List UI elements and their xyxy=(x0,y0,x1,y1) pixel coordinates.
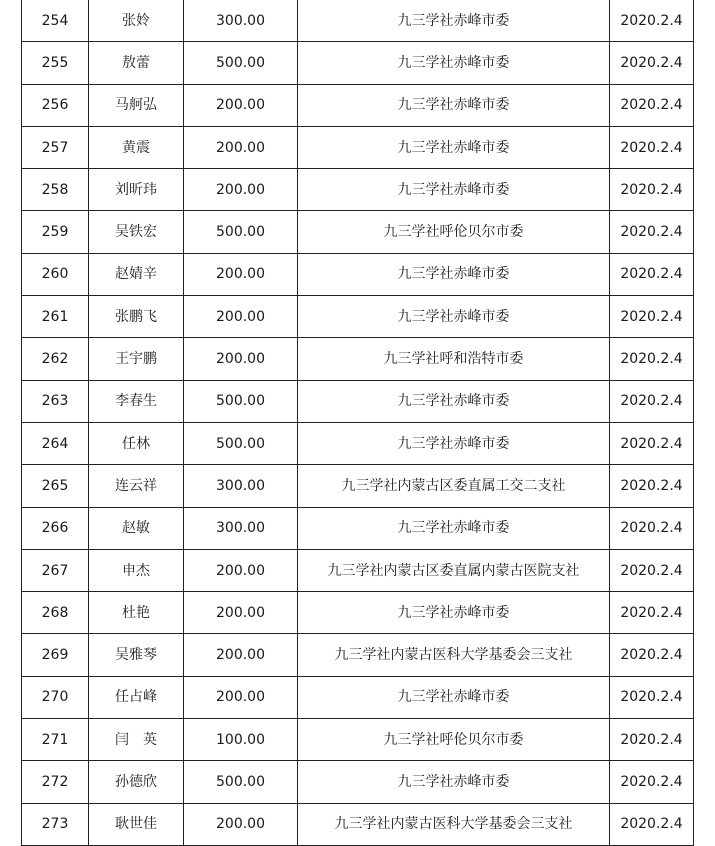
table-row xyxy=(22,42,694,84)
date-cell: 2020.2.4 xyxy=(610,296,694,338)
table-row xyxy=(22,465,694,507)
row-number-cell: 261 xyxy=(22,296,89,338)
table-row xyxy=(22,761,694,803)
organization-cell: 九三学社赤峰市委 xyxy=(298,169,610,211)
organization-cell: 九三学社赤峰市委 xyxy=(298,507,610,549)
amount-cell: 100.00 xyxy=(184,719,298,761)
amount-cell: 200.00 xyxy=(184,803,298,845)
row-number-cell: 273 xyxy=(22,803,89,845)
row-number-cell: 267 xyxy=(22,549,89,591)
organization-cell: 九三学社赤峰市委 xyxy=(298,676,610,718)
date-cell: 2020.2.4 xyxy=(610,803,694,845)
amount-cell: 300.00 xyxy=(184,0,298,42)
row-number-cell: 264 xyxy=(22,422,89,464)
donor-name-cell: 吴雅琴 xyxy=(89,634,184,676)
table-row xyxy=(22,549,694,591)
organization-cell: 九三学社赤峰市委 xyxy=(298,380,610,422)
table-row xyxy=(22,634,694,676)
table-row xyxy=(22,211,694,253)
organization-cell: 九三学社呼伦贝尔市委 xyxy=(298,211,610,253)
amount-cell: 200.00 xyxy=(184,549,298,591)
organization-cell: 九三学社内蒙古医科大学基委会三支社 xyxy=(298,803,610,845)
organization-cell: 九三学社赤峰市委 xyxy=(298,253,610,295)
donor-name-cell: 赵敏 xyxy=(89,507,184,549)
date-cell: 2020.2.4 xyxy=(610,676,694,718)
row-number-cell: 258 xyxy=(22,169,89,211)
organization-cell: 九三学社赤峰市委 xyxy=(298,84,610,126)
organization-cell: 九三学社赤峰市委 xyxy=(298,592,610,634)
amount-cell: 200.00 xyxy=(184,296,298,338)
table-body xyxy=(22,0,694,845)
donor-name-cell: 孙德欣 xyxy=(89,761,184,803)
amount-cell: 500.00 xyxy=(184,42,298,84)
donor-name-cell: 刘昕玮 xyxy=(89,169,184,211)
row-number-cell: 268 xyxy=(22,592,89,634)
donor-name-cell: 马舸弘 xyxy=(89,84,184,126)
table-row xyxy=(22,0,694,42)
table-row xyxy=(22,592,694,634)
row-number-cell: 270 xyxy=(22,676,89,718)
amount-cell: 200.00 xyxy=(184,634,298,676)
donor-name-cell: 任林 xyxy=(89,422,184,464)
organization-cell: 九三学社赤峰市委 xyxy=(298,422,610,464)
donor-name-cell: 黄震 xyxy=(89,126,184,168)
donor-name-cell: 杜艳 xyxy=(89,592,184,634)
amount-cell: 200.00 xyxy=(184,84,298,126)
organization-cell: 九三学社赤峰市委 xyxy=(298,42,610,84)
donor-name-cell: 李春生 xyxy=(89,380,184,422)
table-row xyxy=(22,253,694,295)
date-cell: 2020.2.4 xyxy=(610,169,694,211)
donor-name-cell: 张鹏飞 xyxy=(89,296,184,338)
row-number-cell: 257 xyxy=(22,126,89,168)
donor-name-cell: 闫 英 xyxy=(89,719,184,761)
donor-name-cell: 耿世佳 xyxy=(89,803,184,845)
organization-cell: 九三学社赤峰市委 xyxy=(298,761,610,803)
row-number-cell: 262 xyxy=(22,338,89,380)
table-row xyxy=(22,719,694,761)
amount-cell: 200.00 xyxy=(184,338,298,380)
date-cell: 2020.2.4 xyxy=(610,422,694,464)
row-number-cell: 271 xyxy=(22,719,89,761)
row-number-cell: 272 xyxy=(22,761,89,803)
table-row xyxy=(22,84,694,126)
row-number-cell: 255 xyxy=(22,42,89,84)
row-number-cell: 263 xyxy=(22,380,89,422)
date-cell: 2020.2.4 xyxy=(610,211,694,253)
date-cell: 2020.2.4 xyxy=(610,84,694,126)
donor-name-cell: 王宇鹏 xyxy=(89,338,184,380)
amount-cell: 200.00 xyxy=(184,676,298,718)
date-cell: 2020.2.4 xyxy=(610,465,694,507)
donor-name-cell: 赵婧辛 xyxy=(89,253,184,295)
organization-cell: 九三学社赤峰市委 xyxy=(298,126,610,168)
table-row xyxy=(22,803,694,845)
table-row xyxy=(22,296,694,338)
date-cell: 2020.2.4 xyxy=(610,380,694,422)
table-row xyxy=(22,126,694,168)
donor-name-cell: 敖蕾 xyxy=(89,42,184,84)
date-cell: 2020.2.4 xyxy=(610,549,694,591)
amount-cell: 500.00 xyxy=(184,422,298,464)
donor-name-cell: 吴铁宏 xyxy=(89,211,184,253)
amount-cell: 200.00 xyxy=(184,592,298,634)
date-cell: 2020.2.4 xyxy=(610,761,694,803)
amount-cell: 300.00 xyxy=(184,507,298,549)
date-cell: 2020.2.4 xyxy=(610,719,694,761)
amount-cell: 200.00 xyxy=(184,169,298,211)
row-number-cell: 254 xyxy=(22,0,89,42)
organization-cell: 九三学社内蒙古医科大学基委会三支社 xyxy=(298,634,610,676)
amount-cell: 200.00 xyxy=(184,253,298,295)
donor-name-cell: 任占峰 xyxy=(89,676,184,718)
organization-cell: 九三学社赤峰市委 xyxy=(298,296,610,338)
amount-cell: 500.00 xyxy=(184,380,298,422)
organization-cell: 九三学社赤峰市委 xyxy=(298,0,610,42)
row-number-cell: 266 xyxy=(22,507,89,549)
organization-cell: 九三学社呼和浩特市委 xyxy=(298,338,610,380)
date-cell: 2020.2.4 xyxy=(610,592,694,634)
date-cell: 2020.2.4 xyxy=(610,634,694,676)
table-row xyxy=(22,422,694,464)
table-row xyxy=(22,507,694,549)
date-cell: 2020.2.4 xyxy=(610,507,694,549)
donor-name-cell: 连云祥 xyxy=(89,465,184,507)
organization-cell: 九三学社呼伦贝尔市委 xyxy=(298,719,610,761)
organization-cell: 九三学社内蒙古区委直属内蒙古医院支社 xyxy=(298,549,610,591)
donor-name-cell: 张姈 xyxy=(89,0,184,42)
date-cell: 2020.2.4 xyxy=(610,42,694,84)
table-row xyxy=(22,380,694,422)
date-cell: 2020.2.4 xyxy=(610,253,694,295)
row-number-cell: 260 xyxy=(22,253,89,295)
date-cell: 2020.2.4 xyxy=(610,338,694,380)
row-number-cell: 265 xyxy=(22,465,89,507)
amount-cell: 300.00 xyxy=(184,465,298,507)
row-number-cell: 256 xyxy=(22,84,89,126)
amount-cell: 200.00 xyxy=(184,126,298,168)
donor-name-cell: 申杰 xyxy=(89,549,184,591)
row-number-cell: 259 xyxy=(22,211,89,253)
table-row xyxy=(22,169,694,211)
organization-cell: 九三学社内蒙古区委直属工交二支社 xyxy=(298,465,610,507)
table-row xyxy=(22,338,694,380)
amount-cell: 500.00 xyxy=(184,761,298,803)
row-number-cell: 269 xyxy=(22,634,89,676)
date-cell: 2020.2.4 xyxy=(610,126,694,168)
amount-cell: 500.00 xyxy=(184,211,298,253)
table-row xyxy=(22,676,694,718)
date-cell: 2020.2.4 xyxy=(610,0,694,42)
donation-table xyxy=(21,0,694,846)
